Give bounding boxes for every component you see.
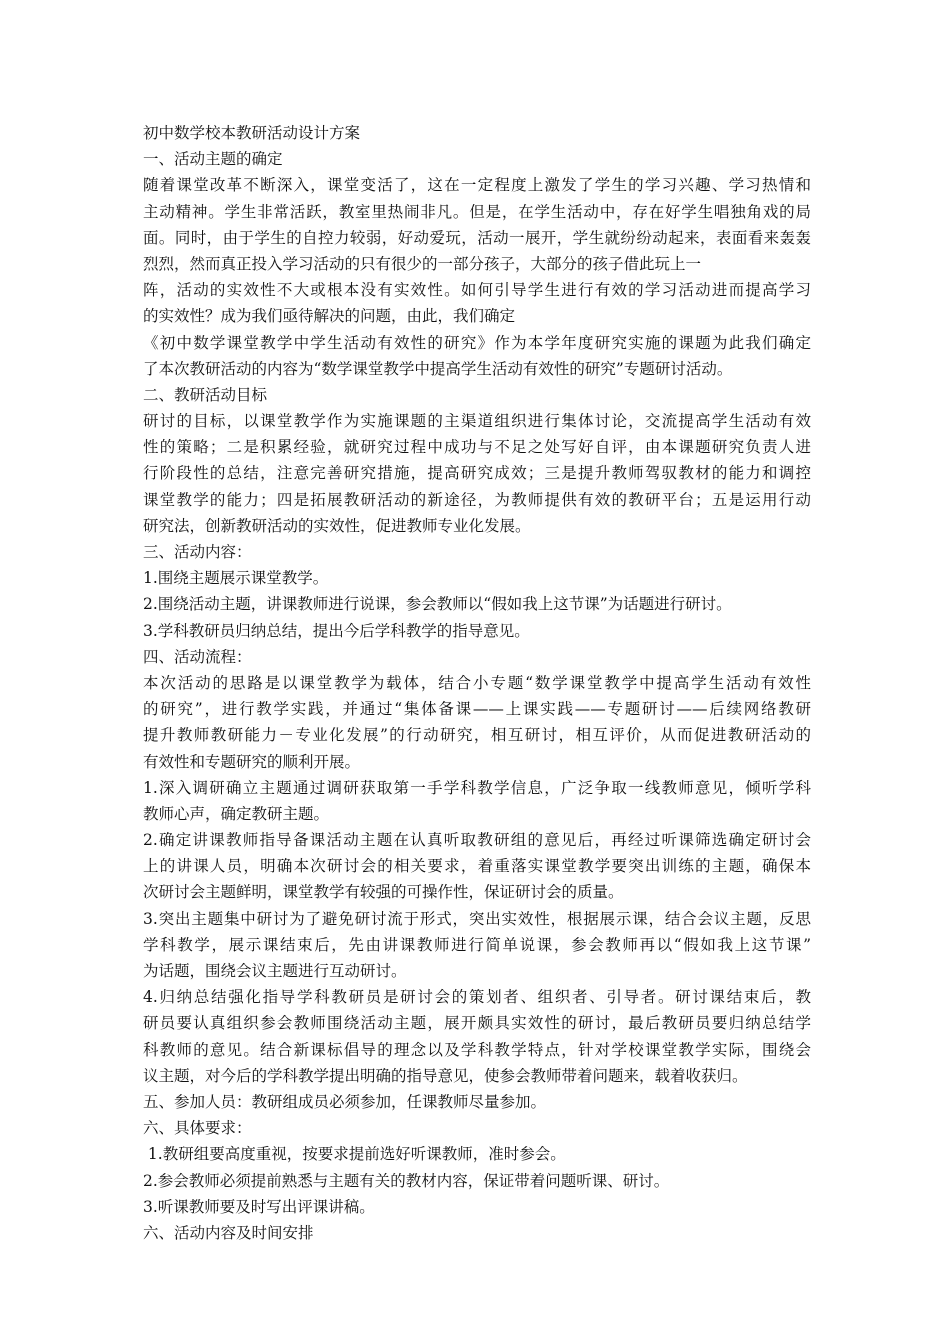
paragraph-line: 面。同时，由于学生的自控力较弱，好动爱玩，活动一展开，学生就纷纷动起来，表面看来轰轰 [143,228,811,247]
list-item: 3.听课教师要及时写出评课讲稿。 [143,1197,375,1216]
paragraph-line: 了本次教研活动的内容为“数学课堂教学中提高学生活动有效性的研究”专题研讨活动。 [143,359,733,378]
paragraph-line: 有效性和专题研究的顺利开展。 [143,752,361,771]
list-item: 1.教研组要高度重视，按要求提前选好听课教师，准时参会。 [143,1145,566,1164]
section-heading: 六、具体要求： [143,1119,252,1138]
list-item: 1.深入调研确立主题通过调研获取第一手学科教学信息，广泛争取一线教师意见，倾听学科 [143,778,811,797]
section-heading: 二、教研活动目标 [143,385,268,404]
list-item: 2.围绕活动主题，讲课教师进行说课，参会教师以“假如我上这节课”为话题进行研讨。 [143,595,732,614]
section-heading: 六、活动内容及时间安排 [143,1223,314,1242]
section-heading: 四、活动流程： [143,647,252,666]
paragraph-line: 的实效性？成为我们亟待解决的问题，由此，我们确定 [143,307,516,326]
list-item: 3.突出主题集中研讨为了避免研讨流于形式，突出实效性，根据展示课，结合会议主题，反思 [143,909,811,928]
section-heading: 五、参加人员：教研组成员必须参加，任课教师尽量参加。 [143,1092,547,1111]
list-item: 1.围绕主题展示课堂教学。 [143,569,329,588]
list-item: 议主题，对今后的学科教学提出明确的指导意见，使参会教师带着问题来，载着收获归。 [143,1066,748,1085]
list-item: 研员要认真组织参会教师围绕活动主题，展开颇具实效性的研讨，最后教研员要归纳总结学 [143,1014,811,1033]
section-heading: 三、活动内容： [143,543,252,561]
paragraph-line: 研讨的目标，以课堂教学作为实施课题的主渠道组织进行集体讨论，交流提高学生活动有效 [143,412,811,431]
paragraph-line: 随着课堂改革不断深入，课堂变活了，这在一定程度上激发了学生的学习兴趣、学习热情和 [143,176,811,195]
paragraph-line: 烈烈，然而真正投入学习活动的只有很少的一部分孩子，大部分的孩子借此玩上一 [143,254,702,273]
section-heading: 一、活动主题的确定 [143,150,283,169]
paragraph-line: 的研究”，进行教学实践，并通过“集体备课——上课实践——专题研讨——后续网络教研 [143,700,811,719]
list-item: 科教师的意见。结合新课标倡导的理念以及学科教学特点，针对学校课堂教学实际，围绕会 [143,1040,811,1059]
paragraph-line: 主动精神。学生非常活跃，教室里热闹非凡。但是，在学生活动中，存在好学生唱独角戏的局 [143,202,811,221]
list-item: 4.归纳总结强化指导学科教研员是研讨会的策划者、组织者、引导者。研讨课结束后，教 [143,988,811,1007]
list-item: 3.学科教研员归纳总结，提出今后学科教学的指导意见。 [143,621,530,640]
list-item: 教师心声，确定教研主题。 [143,804,330,823]
list-item: 学科教学，展示课结束后，先由讲课教师进行简单说课，参会教师再以“假如我上这节课” [143,935,811,954]
document-body [143,120,811,1246]
list-item: 2.确定讲课教师指导备课活动主题在认真听取教研组的意见后，再经过听课筛选确定研讨会 [143,831,811,850]
paragraph-line: 性的策略；二是积累经验，就研究过程中成功与不足之处写好自评，由本课题研究负责人进 [143,438,811,457]
paragraph-line: 阵，活动的实效性不大或根本没有实效性。如何引导学生进行有效的学习活动进而提高学习 [143,281,811,300]
paragraph-line: 研究法，创新教研活动的实效性，促进教师专业化发展。 [143,516,531,535]
paragraph-line: 提升教师教研能力－专业化发展”的行动研究，相互研讨，相互评价，从而促进教研活动的 [143,726,811,745]
paragraph-line: 本次活动的思路是以课堂教学为载体，结合小专题“数学课堂教学中提高学生活动有效性 [143,673,811,692]
paragraph-line: 《初中数学课堂教学中学生活动有效性的研究》作为本学年度研究实施的课题为此我们确定 [143,333,811,352]
list-item: 2.参会教师必须提前熟悉与主题有关的教材内容，保证带着问题听课、研讨。 [143,1171,670,1190]
list-item: 为话题，围绕会议主题进行互动研讨。 [143,962,407,980]
paragraph-line: 课堂教学的能力；四是拓展教研活动的新途径，为教师提供有效的教研平台；五是运用行动 [143,490,811,509]
paragraph-line: 行阶段性的总结，注意完善研究措施，提高研究成效；三是提升教师驾驭教材的能力和调控 [143,464,811,483]
document-title: 初中数学校本教研活动设计方案 [143,124,361,142]
list-item: 上的讲课人员，明确本次研讨会的相关要求，着重落实课堂教学要突出训练的主题，确保本 [143,857,811,876]
list-item: 次研讨会主题鲜明，课堂教学有较强的可操作性，保证研讨会的质量。 [143,883,624,902]
